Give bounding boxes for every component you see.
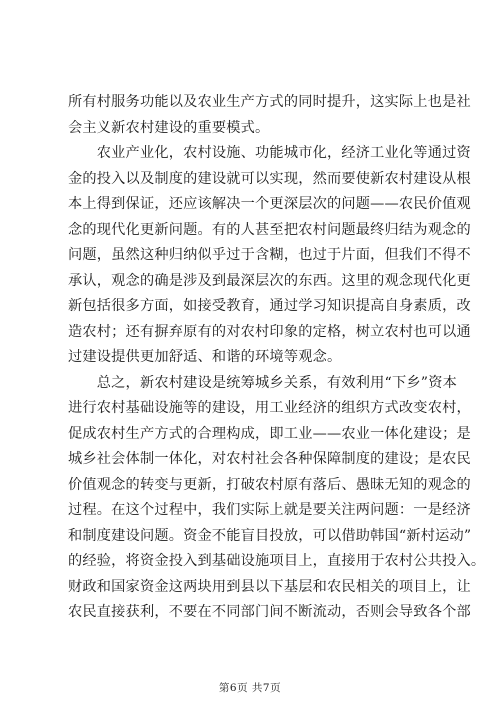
text-line: 金的投入以及制度的建设就可以实现，然而要使新农村建设从根	[68, 170, 471, 187]
text-line: 和制度建设问题。资金不能盲目投放，可以借助韩国“新村运动”	[68, 527, 472, 544]
text-line: 促成农村生产方式的合理构成，即工业——农业一体化建设；是	[68, 425, 471, 442]
text-line: 进行农村基础设施等的建设，用工业经济的组织方式改变农村，	[68, 400, 471, 416]
text-line: 过程。在这个过程中，我们实际上就是要关注两问题：一是经济	[68, 502, 471, 518]
text-line: 承认，观念的确是涉及到最深层次的东西。这里的观念现代化更	[68, 272, 471, 289]
text-line: 财政和国家资金这两块用到县以下基层和农民相关的项目上，让	[68, 578, 471, 595]
text-line: 会主义新农村建设的重要模式。	[68, 119, 270, 136]
text-line: 念的现代化更新问题。有的人甚至把农村问题最终归结为观念的	[68, 221, 471, 238]
text-line: 问题，虽然这种归纳似乎过于含糊，也过于片面，但我们不得不	[68, 247, 471, 263]
text-line: 价值观念的转变与更新，打破农村原有落后、愚昧无知的观念的	[68, 476, 471, 493]
text-line: 本上得到保证，还应该解决一个更深层次的问题——农民价值观	[68, 196, 471, 212]
text-line: 所有村服务功能以及农业生产方式的同时提升，这实际上也是社	[68, 94, 471, 110]
text-line: 新包括很多方面，如接受教育，通过学习知识提高自身素质，改	[68, 298, 471, 314]
text-line: 农民直接获利，不要在不同部门间不断流动，否则会导致各个部	[68, 604, 471, 620]
text-line: 城乡社会体制一体化，对农村社会各种保障制度的建设；是农民	[68, 451, 471, 467]
text-line: 造农村；还有摒弃原有的对农村印象的定格，树立农村也可以通	[68, 323, 471, 340]
body-text	[68, 90, 486, 626]
page-footer: 第6页 共7页	[218, 682, 282, 694]
text-line: 的经验，将资金投入到基础设施项目上，直接用于农村公共投入。	[68, 553, 486, 569]
text-line: 农业产业化，农村设施、功能城市化，经济工业化等通过资	[68, 145, 471, 161]
text-line: 过建设提供更加舒适、和谐的环境等观念。	[68, 349, 342, 365]
text-line: 总之，新农村建设是统筹城乡关系，有效利用“下乡”资本	[68, 374, 457, 391]
